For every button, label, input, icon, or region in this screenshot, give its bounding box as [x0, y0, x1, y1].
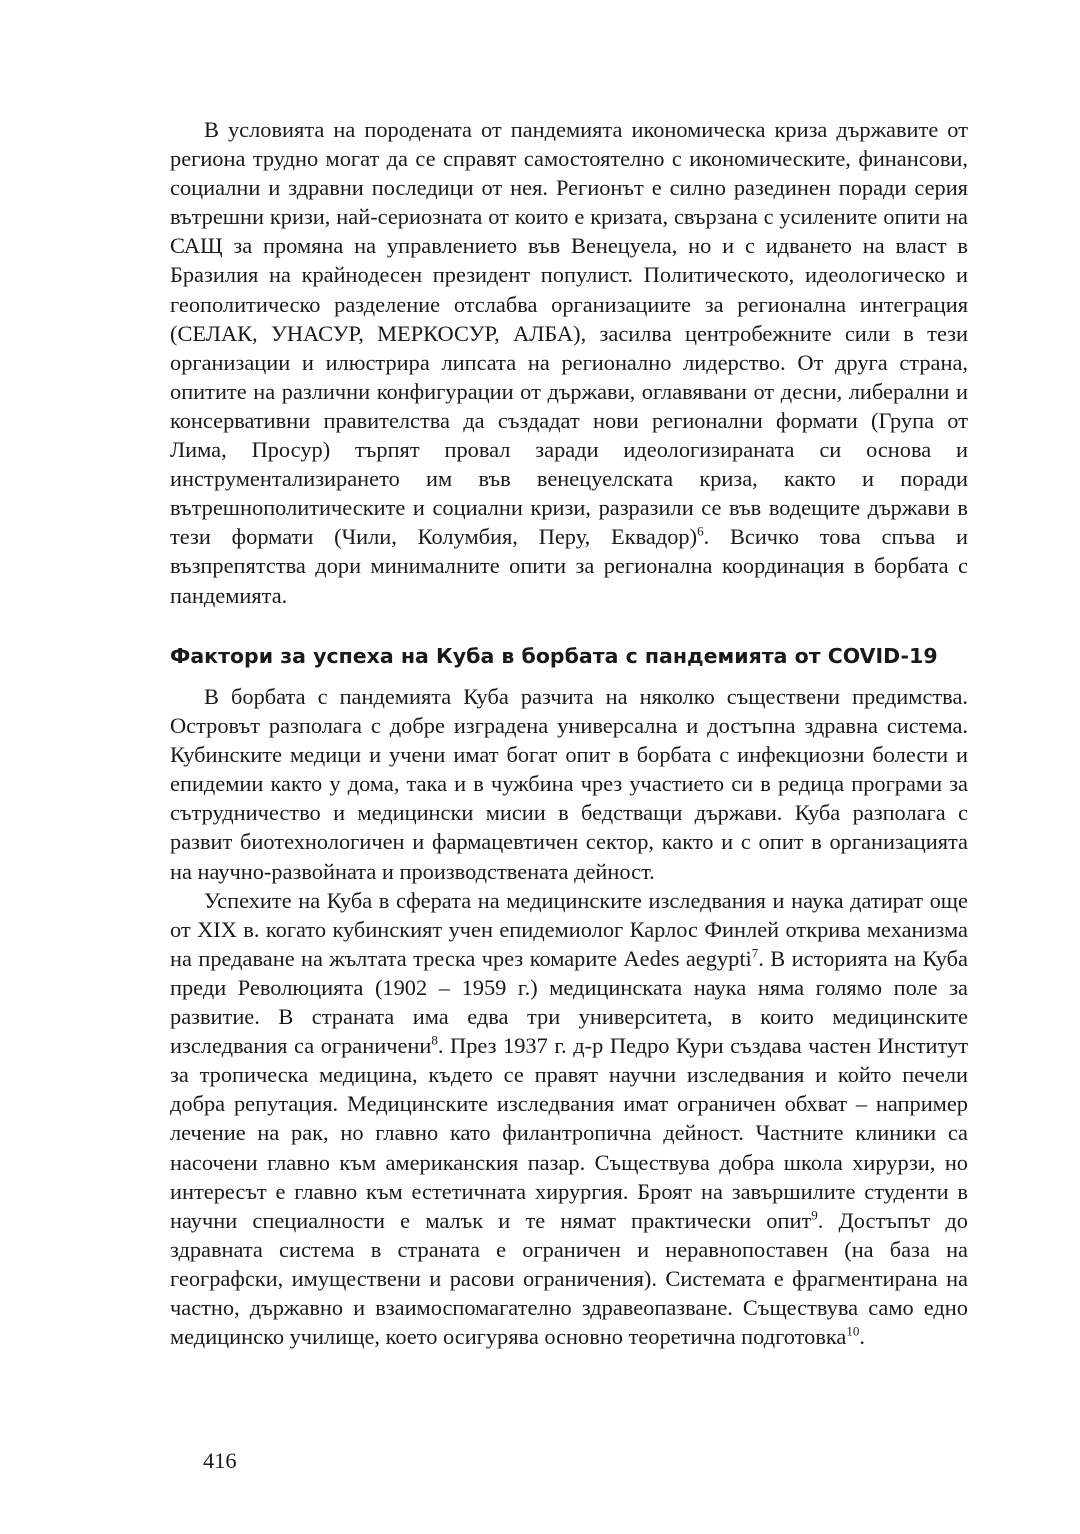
- footnote-ref-10[interactable]: 10: [846, 1323, 860, 1339]
- page-number: 416: [203, 1448, 237, 1473]
- paragraph-text: В условията на породената от пандемията икономическа криза държавите от региона трудно могат да се справят самостоятелно с икономическите, финансови, социални и здравни последици от нея. Регионът е силно разединен поради серия вътрешни кризи, най-сериозната от които е кризата, свързана с усилените опити на САЩ за промяна на управлението във Венецуела, но и с идването на власт в Бразилия на крайнодесен президент популист. Политическото, идеологическо и геополитическо разделение отслабва организациите за регионална интеграция (СЕЛАК, УНАСУР, МЕРКОСУР, АЛБА), засилва центробежните сили в тези организации и илюстрира липсата на регионално лидерство. От друга страна, опитите на различни конфигурации от държави, оглавявани от десни, либерални и консервативни правителства да създадат нови регионални формати (Група от Лима, Просур) търпят провал заради идеологизираната си основа и инструментализирането им във венецуелската криза, както и поради вътрешнополитическите и социални кризи, разразили се във водещите държави в тези формати (Чили, Колумбия, Перу, Еквадор): [170, 117, 968, 550]
- footnote-ref-7[interactable]: 7: [751, 945, 759, 961]
- paragraph-text-a: Успехите на Куба в сферата на медицинските изследвания и наука датират още от XIX в. когато кубинският учен епидемиолог Карлос Финлей открива механизма на предаване на жълтата треска чрез комарите Aedes aegypti: [170, 887, 968, 971]
- footnote-ref-6[interactable]: 6: [697, 523, 704, 539]
- paragraph-text-e: .: [859, 1324, 865, 1350]
- paragraph-regional-crisis: [170, 115, 968, 610]
- paragraph-text-b: . В историята на Куба преди Революцията (1902 – 1959 г.) медицинската наука няма голямо поле за развитие. В страната има едва три университета, в които медицинските изследвания са ограничени: [170, 945, 968, 1059]
- body-text-bottom: [170, 682, 968, 1351]
- paragraph-cuba-advantages: [170, 682, 968, 886]
- paragraph-cuba-history: [170, 886, 968, 1352]
- body-text-top: [170, 115, 968, 610]
- section-heading: Фактори за успеха на Куба в борбата с пандемията от COVID-19: [170, 644, 938, 668]
- footnote-ref-8[interactable]: 8: [431, 1032, 438, 1048]
- paragraph-text-end: . Всичко това спъва и възпрепятства дори минималните опити за регионална координация в борбата с пандемията.: [170, 524, 968, 608]
- footnote-ref-9[interactable]: 9: [811, 1207, 818, 1223]
- paragraph-text-c: . През 1937 г. д-р Педро Кури създава частен Институт за тропическа медицина, където се правят научни изследвания и който печели добра репутация. Медицинските изследвания имат ограничен обхват – например лечение на рак, но главно като филантропична дейност. Частните клиники са насочени главно към американския пазар. Съществува добра школа хирурзи, но интересът е главно към естетичната хирургия. Броят на завършилите студенти в научни специалности е малък и те нямат практически опит: [170, 1033, 968, 1233]
- paragraph-text: В борбата с пандемията Куба разчита на няколко съществени предимства. Островът разполага с добре изградена универсална и достъпна здравна система. Кубинските медици и учени имат богат опит в борбата с инфекциозни болести и епидемии както у дома, така и в чужбина чрез участието си в редица програми за сътрудничество и медицински мисии в бедстващи държави. Куба разполага с развит биотехнологичен и фармацевтичен сектор, както и с опит в организацията на научно-развойната и производствената дейност.: [170, 684, 968, 884]
- paragraph-text-d: . Достъпът до здравната система в страната е ограничен и неравнопоставен (на база на географски, имуществени и расови ограничения). Системата е фрагментирана на частно, държавно и взаимоспомагателно здравеопазване. Съществува само едно медицинско училище, което осигурява основно теоретична подготовка: [170, 1207, 968, 1350]
